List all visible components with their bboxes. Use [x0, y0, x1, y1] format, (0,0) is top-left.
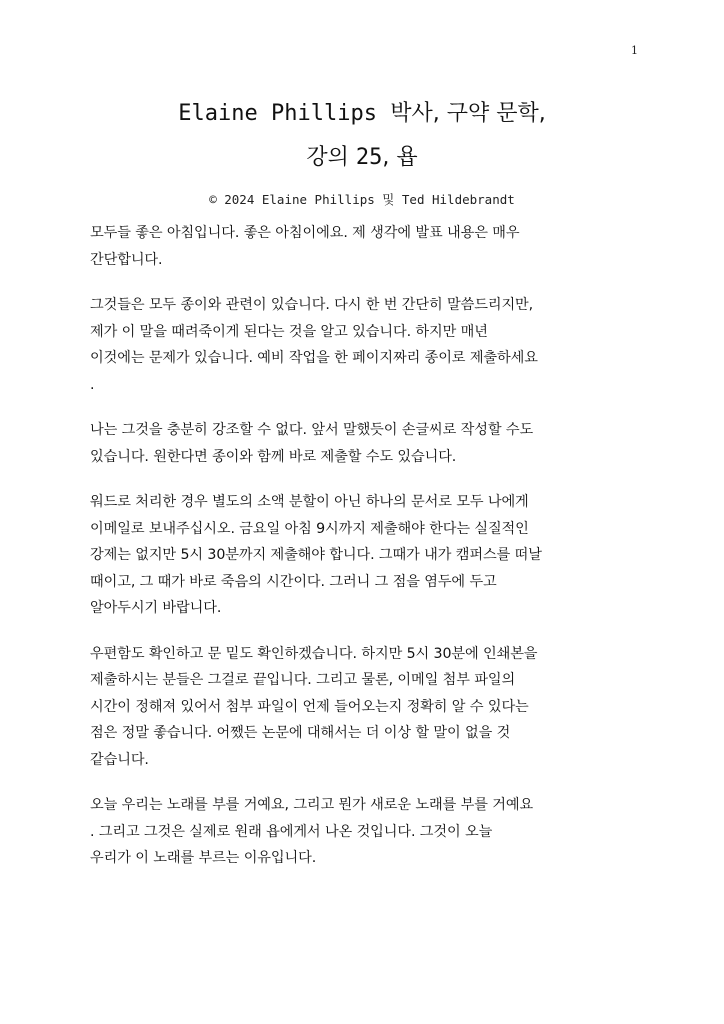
copyright-notice: © 2024 Elaine Phillips 및 Ted Hildebrandt: [209, 192, 515, 207]
title-line-2: [60, 136, 664, 180]
paragraph-3: 나는 그것을 충분히 강조할 수 없다. 앞서 말했듯이 손글씨로 작성할 수도 있습니다. 원한다면 종이와 함께 바로 제출할 수도 있습니다.: [90, 422, 534, 465]
title-lecture-number: 25: [355, 145, 383, 170]
paragraph-4: 워드로 처리한 경우 별도의 소액 분할이 아닌 하나의 문서로 모두 나에게 이메일로 보내주십시오. 금요일 아침 9시까지 제출해야 한다는 실질적인 강제는 없지만 5시 30분까지 제출해야 합니다. 그때가 내가 캠퍼스를 떠날 때이고, 그 때가 바로 죽음의 시간이다. 그러니 그 점을 염두에 두고 알아두시기 바랍니다.: [90, 494, 542, 616]
title-subject: 박사, 구약 문학,: [390, 101, 546, 126]
page-number: 1: [631, 44, 638, 57]
paragraph-1: 모두들 좋은 아침입니다. 좋은 아침이에요. 제 생각에 발표 내용은 매우 간단합니다.: [90, 225, 520, 268]
body-text: [90, 220, 650, 891]
title-line-1: [60, 92, 664, 136]
title-block: [60, 92, 664, 208]
paragraph-5: 우편함도 확인하고 문 밑도 확인하겠습니다. 하지만 5시 30분에 인쇄본을 제출하시는 분들은 그걸로 끝입니다. 그리고 물론, 이메일 첨부 파일의 시간이 정해져 있어서 첨부 파일이 언제 들어오는지 정확히 알 수 있다는 점은 정말 좋습니다. 어쨌든 논문에 대해서는 더 이상 할 말이 없을 것 같습니다.: [90, 645, 538, 768]
paragraph-6: 오늘 우리는 노래를 부를 거예요, 그리고 뭔가 새로운 노래를 부를 거예요 . 그리고 그것은 실제로 원래 욥에게서 나온 것입니다. 그것이 오늘 우리가 이 노래를 부르는 이유입니다.: [90, 797, 534, 866]
title-author-name: Elaine Phillips: [178, 101, 391, 126]
paragraph-2: 그것들은 모두 종이와 관련이 있습니다. 다시 한 번 간단히 말씀드리지만, 제가 이 말을 때려죽이게 된다는 것을 알고 있습니다. 하지만 매년 이것에는 문제가 있습니다. 예비 작업을 한 페이지짜리 종이로 제출하세요 .: [90, 297, 538, 393]
title-lecture-topic: , 욥: [382, 145, 418, 170]
title-lecture-label: 강의: [306, 145, 356, 170]
